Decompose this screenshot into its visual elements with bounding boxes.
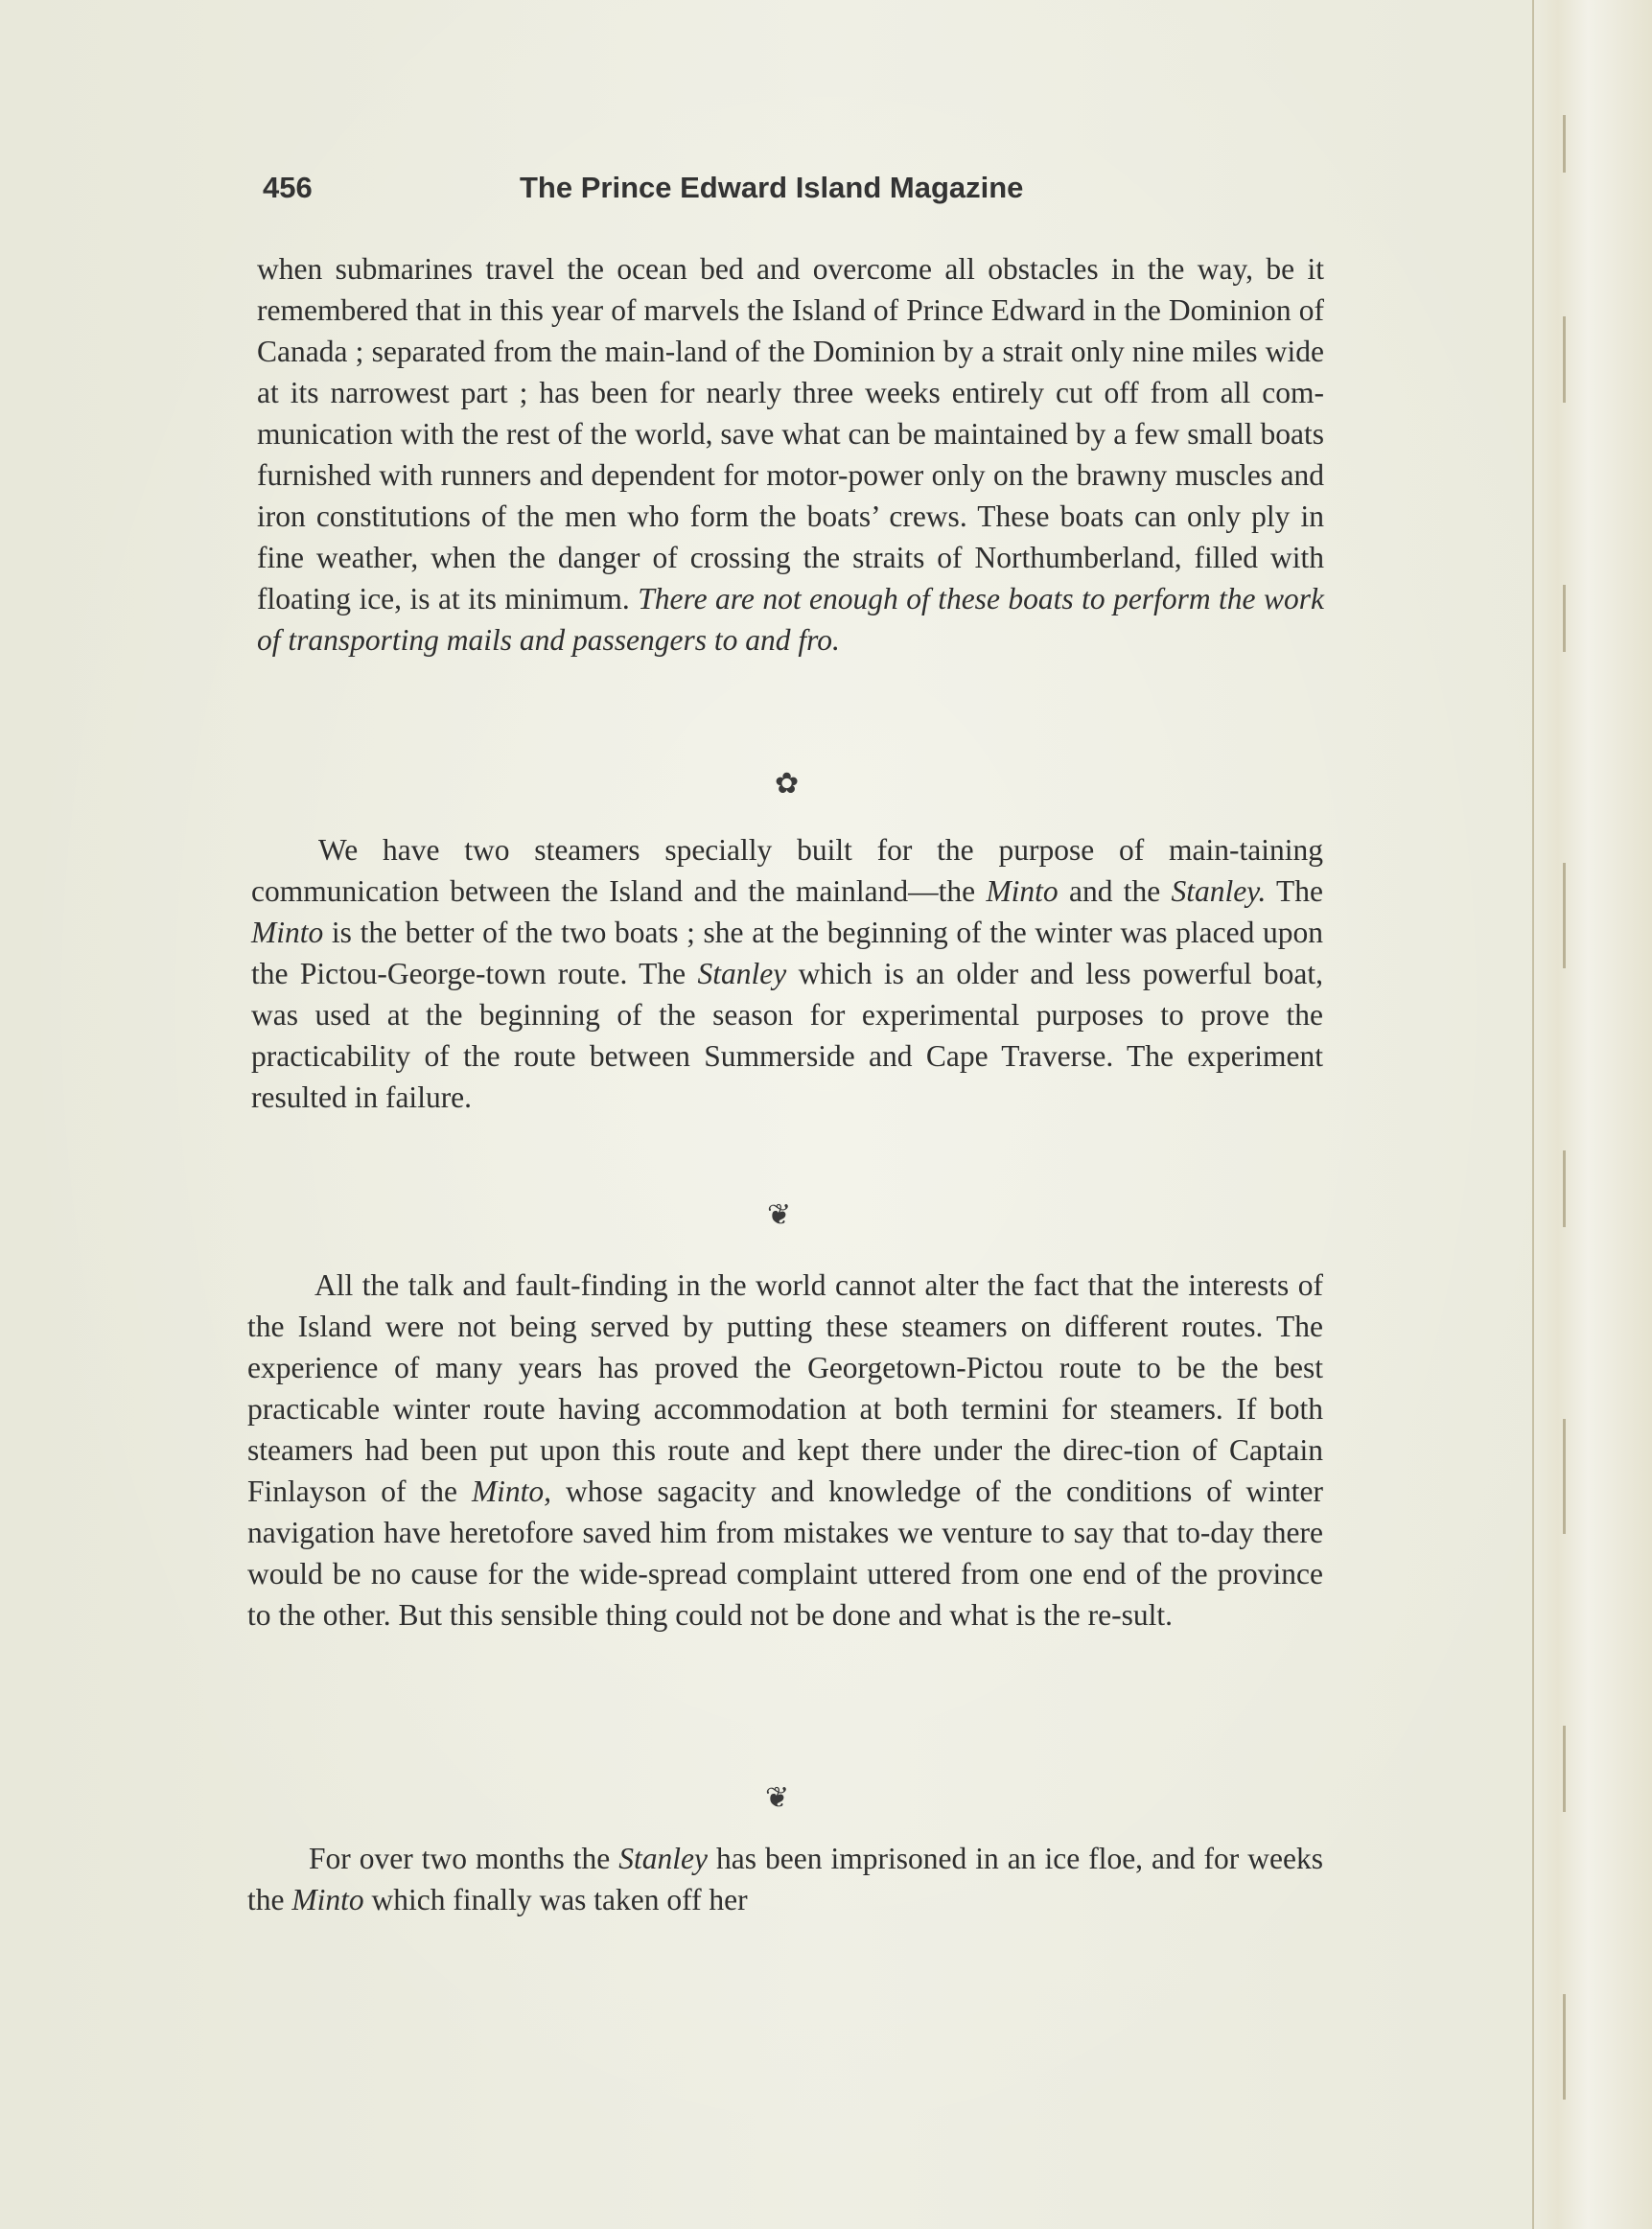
paragraph-1 [257, 248, 1324, 661]
paragraph-4 [247, 1838, 1323, 1920]
paragraph-2-text: which is an older and less powerful boat, was used at the beginning of the season for experimental purposes to prove the practicability of the route between Summerside and Cape Traverse. The experiment resulted in failure. [251, 957, 1324, 1114]
ship-name-minto: Minto [291, 1883, 364, 1916]
paragraph-4-text: For over two months the [309, 1842, 611, 1875]
paragraph-1-italic: There are not enough of these boats to perform the work of transporting mails and passengers to and fro. [257, 582, 1324, 657]
running-title: The Prince Edward Island Magazine [520, 171, 1024, 204]
paragraph-3-text: whose sagacity and knowledge of the conditions of winter navigation have heretofore saved him from mistakes we venture to say that to-day there would be no cause for the wide-spread complaint uttered from one end of the province to the other. But this sensible thing could not be done and what is the re-sult. [247, 1474, 1323, 1632]
ship-name-minto: Minto [986, 874, 1059, 908]
ship-name-minto: Minto, [471, 1474, 552, 1508]
paragraph-1-text: when submarines travel the ocean bed and overcome all obstacles in the way, be it remembered that in this year of marvels the Island of Prince Edward in the Dominion of Canada ; separated from the main-land of the Dominion by a strait only nine miles wide at its narrowest part ; has been for nearly three weeks entirely cut off from all com-munication with the rest of the world, save what can be maintained by a few small boats furnished with runners and dependent for motor-power only on the brawny muscles and iron constitutions of the men who form the boats’ crews. These boats can only ply in fine weather, when the danger of crossing the straits of Northumberland, filled with floating ice, is at its minimum. [257, 252, 1324, 615]
paragraph-2-text: and the [1068, 874, 1161, 908]
ornament-icon: ✿ [775, 767, 800, 801]
ornament-icon: ❦ [765, 1781, 790, 1815]
ship-name-stanley: Stanley [618, 1842, 708, 1875]
binding-edge [1532, 0, 1652, 2229]
running-header [263, 171, 1317, 219]
ornament-icon: ❦ [767, 1198, 792, 1232]
paragraph-3-text: All the talk and fault-finding in the world cannot alter the fact that the interests of the Island were not being served by putting these steamers on different routes. The experience of many years has proved the Georgetown-Pictou route to be the best practicable winter route having accommodation at both termini for steamers. If both steamers had been put upon this route and kept there under the direc-tion of Captain Finlayson of the [247, 1268, 1323, 1508]
paragraph-2-text: is the better of the two boats ; she at the beginning of the winter was placed upon the Pictou-George-town route. The [251, 916, 1324, 990]
ship-name-stanley: Stanley. [1171, 874, 1267, 908]
paragraph-2-text: We have two steamers specially built for the purpose of main-taining communication between the Island and the mainland—the [251, 833, 1323, 908]
ship-name-minto: Minto [251, 916, 324, 949]
paragraph-4-text: which finally was taken off her [371, 1883, 748, 1916]
paragraph-2 [251, 829, 1323, 1118]
paragraph-3 [247, 1265, 1323, 1636]
paragraph-4-text: has been imprisoned in an ice floe, and for weeks the [247, 1842, 1324, 1916]
page-number: 456 [263, 171, 313, 204]
ship-name-stanley: Stanley [697, 957, 787, 990]
paragraph-2-text: The [1276, 874, 1324, 908]
